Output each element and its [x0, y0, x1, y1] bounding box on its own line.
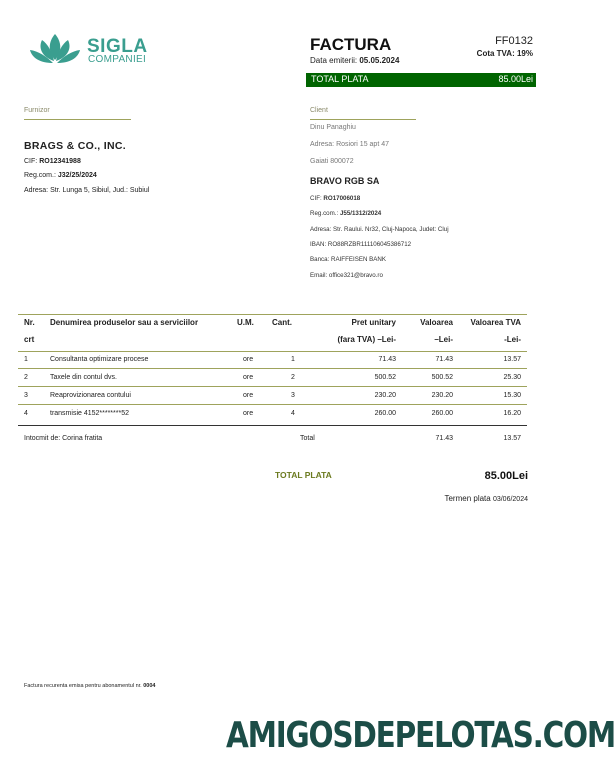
document-title: FACTURA: [310, 35, 392, 54]
issue-date: [310, 56, 399, 65]
vat-rate-label: Cota TVA:: [476, 49, 515, 58]
col-header-value-unit: –Lei-: [434, 335, 453, 344]
total-bar: [306, 73, 536, 87]
recurring-note: [24, 683, 156, 689]
client-address: Adresa: Str. Raului. Nr32, Cluj-Napoca, Judet: Cluj: [310, 226, 449, 233]
row3-value: 230.20: [431, 392, 453, 399]
client-section-label: Client: [310, 107, 328, 114]
col-header-vat-unit: -Lei-: [504, 335, 521, 344]
due-date-label: Termen plata: [444, 494, 491, 503]
lotus-logo-icon: [26, 30, 84, 70]
row2-nr: 2: [24, 374, 28, 381]
invoice-number: FF0132: [495, 35, 533, 47]
row4-nr: 4: [24, 410, 28, 417]
row4-desc: transmisie 4152********52: [50, 410, 129, 417]
table-top-line: [18, 314, 527, 315]
row2-qty: 2: [291, 374, 295, 381]
col-header-value: Valoarea: [420, 318, 453, 327]
col-header-vat: Valoarea TVA: [470, 318, 521, 327]
client-bank: Banca: RAIFFEISEN BANK: [310, 256, 386, 263]
vat-rate-value: 19%: [516, 49, 533, 58]
row3-qty: 3: [291, 392, 295, 399]
col-header-crt: crt: [24, 335, 35, 344]
row3-nr: 3: [24, 392, 28, 399]
subscription-number: 0004: [143, 683, 156, 689]
table-bottom-line: [18, 425, 527, 426]
row4-vat: 16.20: [503, 410, 521, 417]
issue-date-label: Data emiterii:: [310, 56, 358, 65]
row4-um: ore: [243, 410, 254, 417]
logo-name: SIGLA: [87, 36, 148, 57]
due-date: [444, 494, 528, 503]
issue-date-value: 05.05.2024: [359, 56, 400, 65]
table-header-line: [18, 351, 527, 352]
client-contact-address: Adresa: Rosiori 15 apt 47: [310, 141, 389, 148]
client-name: BRAVO RGB SA: [310, 176, 380, 186]
issued-by: Intocmit de: Corina fratita: [24, 435, 103, 442]
total-bar-value: 85.00Lei: [498, 74, 533, 84]
client-reg-label: Reg.com.:: [310, 210, 339, 217]
total-bar-label: TOTAL PLATA: [311, 74, 369, 84]
vat-rate: [477, 49, 533, 58]
logo-subtitle: COMPANIEI: [88, 54, 147, 65]
client-cif-label: CIF:: [310, 195, 322, 202]
client-iban: IBAN: RO88RZBR111106045386712: [310, 241, 412, 248]
row1-vat: 13.57: [503, 356, 521, 363]
supplier-reg-value: J32/25/2024: [57, 172, 97, 179]
row1-nr: 1: [24, 356, 28, 363]
due-date-value: 03/06/2024: [492, 496, 528, 503]
col-header-qty: Cant.: [272, 318, 292, 327]
row3-price: 230.20: [374, 392, 396, 399]
col-header-um: U.M.: [237, 318, 254, 327]
supplier-section-label: Furnizor: [24, 107, 50, 114]
supplier-address: Adresa: Str. Lunga 5, Sibiul, Jud.: Subiul: [24, 187, 150, 194]
row3-vat: 15.30: [503, 392, 521, 399]
row4-qty: 4: [291, 410, 295, 417]
table-total-value: 71.43: [435, 435, 453, 442]
supplier-cif-label: CIF:: [24, 158, 38, 165]
client-contact-name: Dinu Panaghiu: [310, 124, 356, 131]
row1-qty: 1: [291, 356, 295, 363]
col-header-price-unit: (fara TVA) –Lei-: [337, 335, 396, 344]
row2-price: 500.52: [374, 374, 396, 381]
row1-value: 71.43: [435, 356, 453, 363]
row1-price: 71.43: [378, 356, 396, 363]
table-total-vat: 13.57: [503, 435, 521, 442]
client-divider: [310, 119, 416, 120]
row2-um: ore: [243, 374, 254, 381]
row2-desc: Taxele din contul dvs.: [50, 374, 117, 381]
site-watermark: AMIGOSDEPELOTAS.COM: [226, 715, 615, 756]
client-reg-value: J55/1312/2024: [339, 210, 382, 217]
supplier-divider: [24, 119, 131, 120]
client-cif-value: RO17006018: [323, 195, 361, 202]
row1-um: ore: [243, 356, 254, 363]
row1-desc: Consultanta optimizare procese: [50, 356, 149, 363]
row2-vat: 25.30: [503, 374, 521, 381]
table-total-label: Total: [300, 435, 315, 442]
client-email: Email: office321@bravo.ro: [310, 272, 383, 279]
supplier-cif: [24, 158, 81, 165]
row2-line: [18, 386, 527, 387]
col-header-nr: Nr.: [24, 318, 35, 327]
row4-price: 260.00: [374, 410, 396, 417]
col-header-price: Pret unitary: [351, 318, 396, 327]
row1-line: [18, 368, 527, 369]
col-header-description: Denumirea produselor sau a serviciilor: [50, 318, 199, 327]
supplier-reg: [24, 172, 97, 179]
row3-um: ore: [243, 392, 254, 399]
summary-total-label: TOTAL PLATA: [275, 470, 332, 480]
row4-value: 260.00: [431, 410, 453, 417]
summary-total-value: 85.00Lei: [484, 470, 528, 482]
client-reg: [310, 210, 381, 217]
row3-desc: Reaprovizionarea contului: [50, 392, 131, 399]
supplier-cif-value: RO12341988: [39, 158, 81, 165]
client-cif: [310, 195, 360, 202]
recurring-note-text: Factura recurenta emisa pentru abonamentul nr.: [24, 683, 142, 689]
row2-value: 500.52: [431, 374, 453, 381]
supplier-name: BRAGS & CO., INC.: [24, 140, 126, 152]
supplier-reg-label: Reg.com.:: [24, 172, 56, 179]
client-contact-city: Gaiati 800072: [310, 158, 354, 165]
row3-line: [18, 404, 527, 405]
